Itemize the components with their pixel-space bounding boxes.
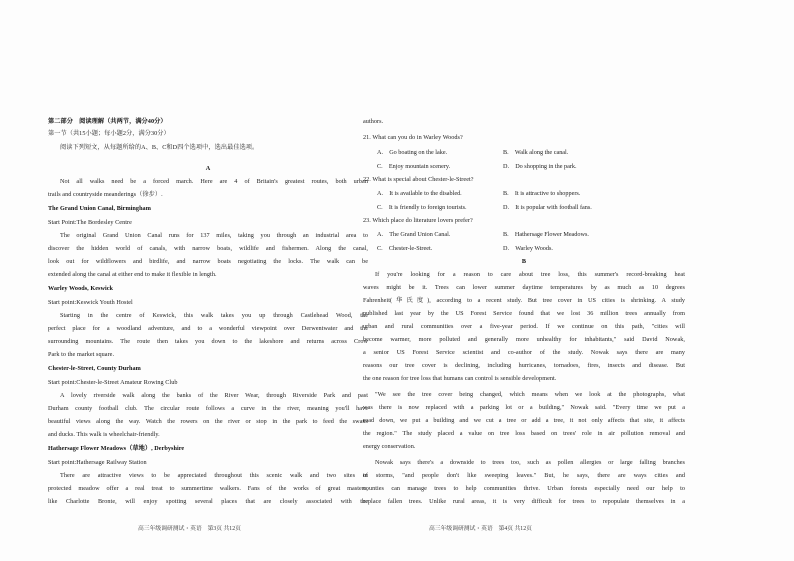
intro-line: trails and countryside meanderings（徐步）. <box>48 191 163 198</box>
walk-title: The Grand Union Canal, Birmingham <box>48 205 151 212</box>
intro-line: Not all walks need be a forced march. Here are 4 of Britain's greatest routes, both urban <box>60 178 368 185</box>
para-line: become warmer, more polluted and generally more unhealthy for inhabitants," said David Nowak, <box>363 336 685 343</box>
walk-body-line: extended along the canal at either end to make it flexible in length. <box>48 271 217 278</box>
para-line: urban and rural communities over a five-year period. If we continue on this path, "cities will <box>363 323 685 330</box>
question-option: C. It is friendly to foreign tourists. <box>377 204 467 211</box>
para-line: Nowak says there's a downside to trees too, such as pollen allergies or large falling branches <box>375 459 685 466</box>
walk-title: Hathersage Flower Meadows（草地）, Derbyshire <box>48 445 185 452</box>
walk-body-line: Starting in the centre of Keswick, this walk takes you up through Castlehead Wood, the <box>60 312 368 319</box>
para-line: energy conservation. <box>363 443 416 450</box>
para-line: "We see the tree cover being changed, which means when we look at the photographs, what <box>375 391 685 398</box>
instruction: 阅读下列短文，从每题所给的A、B、C和D四个选项中，选出最佳选项。 <box>60 144 259 151</box>
para-line: reasons our tree cover is declining, including hurricanes, tornadoes, fires, insects and disease. But <box>363 362 685 369</box>
walk-body-line: beautiful views along the way. Watch the rowers on the river or stop in the park to feed the swans <box>48 418 368 425</box>
walk-title: Warley Woods, Keswick <box>48 285 114 292</box>
question-option: B. Hathersage Flower Meadows. <box>503 231 589 238</box>
para-line: counties can manage trees to help communities thrive. Urban forests especially need our help to <box>363 485 685 492</box>
walk-body-line: and ducks. This walk is wheelchair-friendly. <box>48 431 160 438</box>
question-option: D. Warley Woods. <box>503 245 553 252</box>
para-line: the one reason for tree loss that humans can control is sensible development. <box>363 375 557 382</box>
walk-body-line: protected meadow offer a real treat to summertime walkers. Fans of the works of great masters, <box>48 485 368 492</box>
page-footer: 高三年级调研测试・英语 第3页 共12页 <box>138 526 241 532</box>
walk-start-point: Start point:Keswick Youth Hostel <box>48 299 133 306</box>
question-option: A. Go boating on the lake. <box>377 149 448 156</box>
walk-body-line: Park to the market square. <box>48 351 115 358</box>
walk-body-line: The original Grand Union Canal runs for 137 miles, taking you through an industrial area to <box>60 232 368 239</box>
para-line: Fahrenheit(华氏度), according to a recent study. But tree cover in US cities is shrinking. A study <box>363 297 685 304</box>
para-line: waves might be it. Trees can lower summer daytime temperatures by as much as 10 degrees <box>363 284 685 291</box>
part-title: 第一节（共15小题；每小题2分，满分30分） <box>48 130 170 137</box>
para-line: If you're looking for a reason to care about tree loss, this summer's record-breaking heat <box>375 271 685 278</box>
question-option: A. The Grand Union Canal. <box>377 231 451 238</box>
walk-body-line: look out for wildflowers and birdlife, and narrow boats negotiating the locks. The walk can be <box>48 258 368 265</box>
para-line: replace fallen trees. Unlike rural areas, it is very difficult for trees to repopulate themselves in a <box>363 498 685 505</box>
walk-start-point: Start point:Chester-le-Street Amateur Rowing Club <box>48 379 178 386</box>
passage-a-label: A <box>205 165 211 172</box>
walk-body-line: like Charlotte Bronte, will enjoy spotting several places that are closely associated with the <box>48 498 368 505</box>
walk-start-point: Start point:Hathersage Railway Station <box>48 459 147 466</box>
walk-start-point: Start Point:The Bordesley Centre <box>48 219 132 226</box>
walk-body-line: discover the hidden world of canals, with narrow boats, wildlife and fishermen. Along the canal, <box>48 245 368 252</box>
question-option: B. Walk along the canal. <box>503 149 569 156</box>
question-option: D. Do shopping in the park. <box>503 163 577 170</box>
question-option: C. Chester-le-Street. <box>377 245 433 252</box>
question-option: D. It is popular with football fans. <box>503 204 592 211</box>
question-stem: 21. What can you do in Warley Woods? <box>363 134 463 141</box>
walk-body-line: perfect place for a woodland adventure, and to a wonderful viewpoint over Derwentwater and the <box>48 325 368 332</box>
passage-continuation: authors. <box>363 118 384 125</box>
question-stem: 23. Which place do literature lovers prefer? <box>363 217 473 224</box>
para-line: a senior US Forest Service scientist and co-author of the study. Nowak says there are many <box>363 349 685 356</box>
question-option: C. Enjoy mountain scenery. <box>377 163 451 170</box>
para-line: published last year by the US Forest Service found that we lost 36 million trees annually from <box>363 310 685 317</box>
para-line: the region." The study placed a value on tree loss based on trees' role in air pollution removal and <box>363 430 685 437</box>
question-option: A. It is available to the disabled. <box>377 190 462 197</box>
question-stem: 22. What is special about Chester-le-Street? <box>363 176 474 183</box>
page-footer: 高三年级调研测试・英语 第4页 共12页 <box>429 526 532 532</box>
para-line: road down, we put a building and we cut a tree or add a tree, it not only affects that site, it affects <box>363 417 685 424</box>
section-header: 第二部分 阅读理解（共两节，满分40分） <box>48 118 167 125</box>
question-option: B. It is attractive to shoppers. <box>503 190 581 197</box>
para-line: in storms, "and people don't like sweeping leaves." But, he says, there are ways cities and <box>363 472 685 479</box>
walk-body-line: surrounding mountains. The route then takes you down to the lakeshore and returns across Crow <box>48 338 368 345</box>
walk-body-line: There are attractive views to be appreciated throughout this scenic walk and two sites of <box>60 472 368 479</box>
walk-title: Chester-le-Street, County Durham <box>48 365 141 372</box>
passage-b-label: B <box>521 258 527 265</box>
walk-body-line: Durham county football club. The circular route follows a curve in the river, meaning you'll have <box>48 405 368 412</box>
right-column <box>363 0 685 561</box>
walk-body-line: A lovely riverside walk along the banks of the River Wear, through Riverside Park and past <box>60 392 368 399</box>
left-column <box>48 0 368 561</box>
para-line: was there is now replaced with a parking lot or a building," Nowak said. "Every time we put a <box>363 404 685 411</box>
